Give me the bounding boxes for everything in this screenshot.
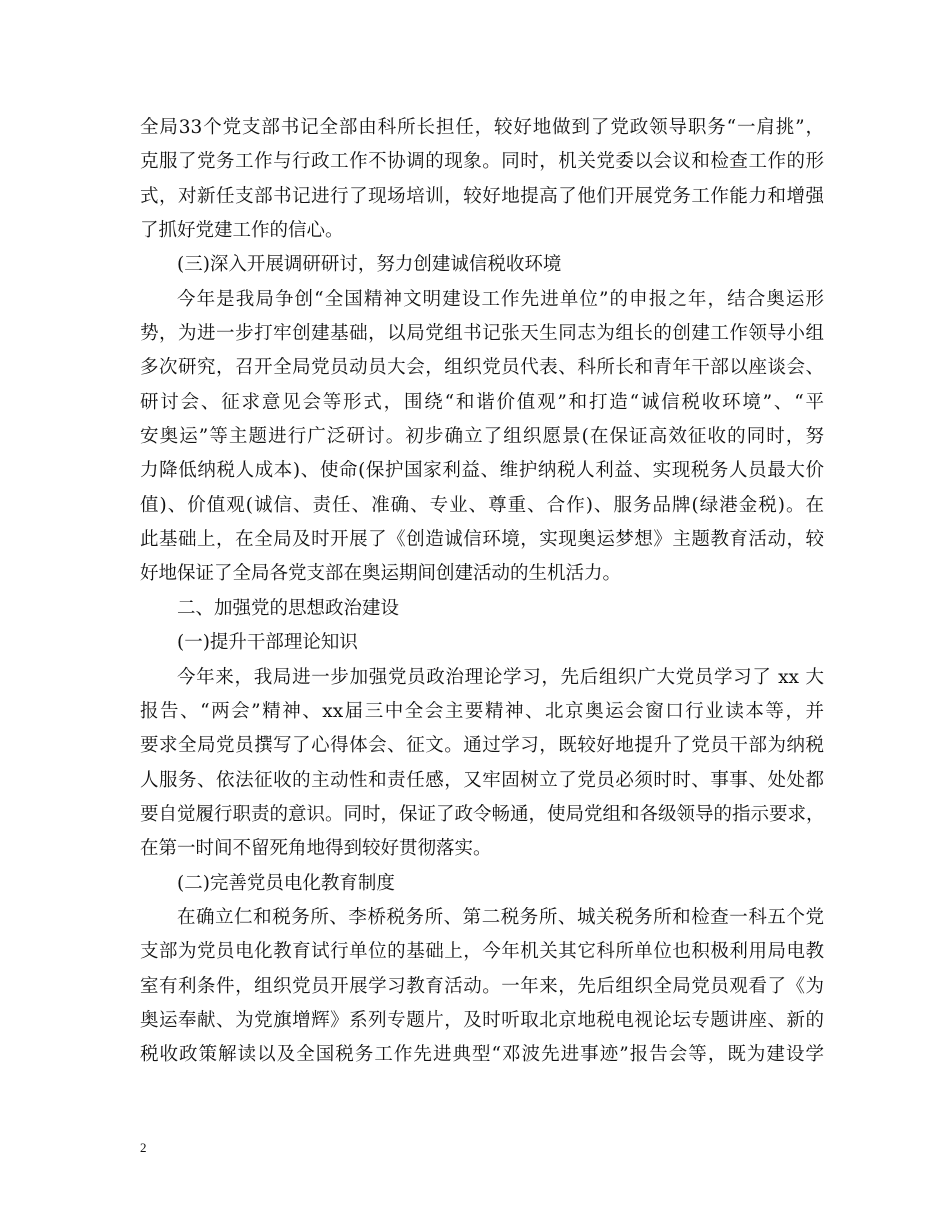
text-line: 势，为进一步打牢创建基础，以局党组书记张天生同志为组长的创建工作领导小组 (140, 323, 824, 345)
body-text (140, 111, 824, 1073)
text-line: 了抓好党建工作的信心。 (140, 220, 344, 242)
text-line: 多次研究，召开全局党员动员大会，组织党员代表、科所长和青年干部以座谈会、 (140, 357, 824, 379)
text-line: (二)完善党员电化教育制度 (177, 872, 395, 894)
text-line: 室有利条件，组织党员开展学习教育活动。一年来，先后组织全局党员观看了《为 (140, 975, 824, 997)
text-line: (三)深入开展调研研讨，努力创建诚信税收环境 (177, 254, 562, 276)
text-line: 二、加强党的思想政治建设 (177, 597, 400, 619)
text-line: 力降低纳税人成本)、使命(保护国家利益、维护纳税人利益、实现税务人员最大价 (140, 460, 824, 482)
text-line: 在确立仁和税务所、李桥税务所、第二税务所、城关税务所和检查一科五个党 (177, 906, 824, 928)
text-line: 研讨会、征求意见会等形式，围绕“和谐价值观”和打造“诚信税收环境”、“平 (140, 391, 824, 413)
text-line: 今年是我局争创“全国精神文明建设工作先进单位”的申报之年，结合奥运形 (177, 288, 824, 310)
page-number: 2 (140, 1140, 147, 1155)
text-line: 全局33个党支部书记全部由科所长担任，较好地做到了党政领导职务“一肩挑”， (140, 117, 824, 138)
text-line: 克服了党务工作与行政工作不协调的现象。同时，机关党委以会议和检查工作的形 (140, 151, 824, 173)
text-line: (一)提升干部理论知识 (177, 632, 358, 654)
text-line: 报告、“两会”精神、xx届三中全会主要精神、北京奥运会窗口行业读本等，并 (140, 700, 824, 722)
text-line: 税收政策解读以及全国税务工作先进典型“邓波先进事迹”报告会等，既为建设学 (140, 1044, 824, 1066)
text-line: 今年来，我局进一步加强党员政治理论学习，先后组织广大党员学习了 xx 大 (177, 666, 824, 688)
text-line: 值)、价值观(诚信、责任、准确、专业、尊重、合作)、服务品牌(绿港金税)。在 (140, 494, 824, 516)
text-line: 要求全局党员撰写了心得体会、征文。通过学习，既较好地提升了党员干部为纳税 (140, 735, 824, 757)
text-line: 人服务、依法征收的主动性和责任感，又牢固树立了党员必须时时、事事、处处都 (140, 769, 824, 791)
text-line: 安奥运”等主题进行广泛研讨。初步确立了组织愿景(在保证高效征收的同时，努 (140, 426, 824, 448)
text-line: 要自觉履行职责的意识。同时，保证了政令畅通，使局党组和各级领导的指示要求， (140, 803, 825, 825)
text-line: 好地保证了全局各党支部在奥运期间创建活动的生机活力。 (140, 563, 622, 585)
text-line: 在第一时间不留死角地得到较好贯彻落实。 (140, 838, 492, 860)
text-line: 式，对新任支部书记进行了现场培训，较好地提高了他们开展党务工作能力和增强 (140, 185, 824, 207)
text-line: 支部为党员电化教育试行单位的基础上，今年机关其它科所单位也积极利用局电教 (140, 941, 824, 963)
text-line: 此基础上，在全局及时开展了《创造诚信环境，实现奥运梦想》主题教育活动，较 (140, 529, 824, 551)
text-line: 奥运奉献、为党旗增辉》系列专题片，及时听取北京地税电视论坛专题讲座、新的 (140, 1009, 824, 1031)
